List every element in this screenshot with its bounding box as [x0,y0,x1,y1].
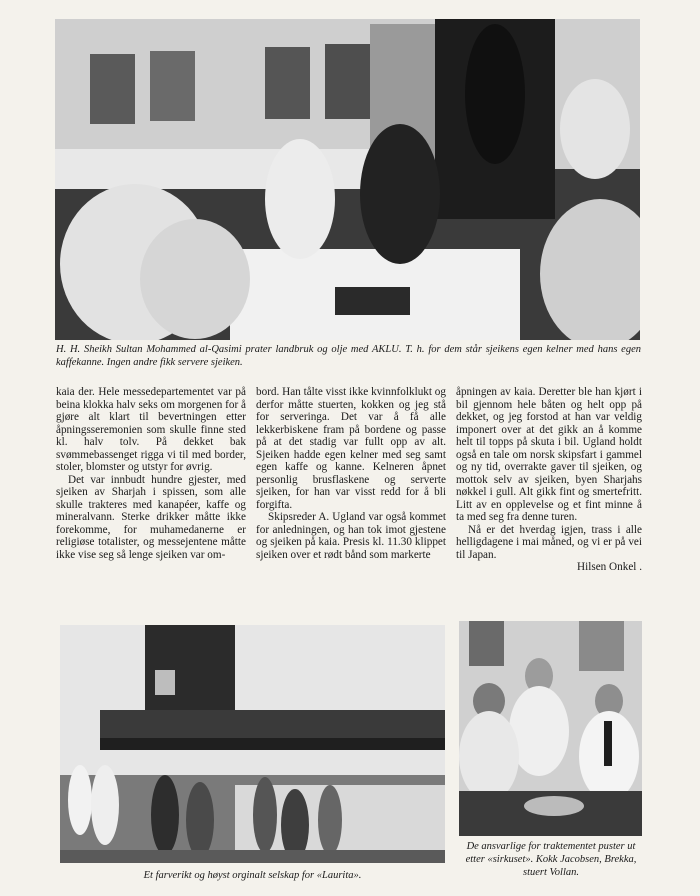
col1-paragraph-1: kaia der. Hele messedepartementet var på beina klokka halv seks om morgenen for å gjøre alt klart til bevertningen etter åpningsseremonien som skulle finne sted kl. halv tolv. På dekket bak svømmebassenget rigga vi til med border, stoler, blomster og utstyr for øvrig. [56,386,246,473]
top-photo-caption: H. H. Sheikh Sultan Mohammed al-Qasimi prater landbruk og olje med AKLU. T. h. for dem står sjeikens egen kelner med hans egen kaffekanne. Ingen andre fikk servere sjeiken. [56,344,641,368]
col2-paragraph-2: Skipsreder A. Ugland var også kommet for anledningen, og han tok imot gjestene og sjeiken på kaia. Presis kl. 11.30 klippet sjeiken over et rødt bånd som markerte [256,511,446,561]
bottom-left-photo [60,625,445,863]
bottom-right-photo [459,621,642,836]
text-column-3 [456,386,642,574]
text-column-1 [56,386,246,561]
col3-paragraph-2: Nå er det hverdag igjen, trass i alle helligdagene i mai måned, og vi er på vei til Japan. [456,523,642,561]
bottom-right-caption: De ansvarlige for traktementet puster ut etter «sirkuset». Kokk Jacobsen, Brekka, stuert Vollan. [465,841,637,878]
bottom-left-caption: Et farverikt og høyst orginalt selskap for «Laurita». [143,870,362,881]
col3-paragraph-1: åpningen av kaia. Deretter ble han kjørt i bil gjennom hele båten og helt opp på dekket, og jeg forstod at han var veldig imponert over at det gikk an å komme helt til topps på skuta i bil. Ugland holdt også en tale om norsk skipsfart i gammel og ny tid, overrakte gaver til sjeiken, og mottok selv av sjeiken, byen Sharjahs nøkkel i gull. Alt gikk fint og smertefritt. Litt av en opplevelse og et fint minne å ta med seg fra denne turen. [456,386,642,523]
col2-paragraph-1: bord. Han tålte visst ikke kvinnfolklukt og derfor måtte stuerten, kokken og jeg stå for serveringa. Det var å få alle lekkerbiskene fram på bordene og passe på at det stadig var fullt opp av alt. Sjeiken hadde egen kelner med seg samt egen kaffe og kanne. Kelneren åpnet personlig brusflaskene og serverte sjeiken, for han var visst redd for å bli forgifta. [256,386,446,511]
top-photo [55,19,640,340]
signature: Hilsen Onkel . [577,561,642,573]
text-column-2 [256,386,446,561]
col1-paragraph-2: Det var innbudt hundre gjester, med sjeiken av Sharjah i spissen, som alle skulle trakteres med kanapéer, kaffe og mineralvann. Sterke drikker måtte ikke forekomme, for muhamedanerne er religiøse totalister, og messejentene måtte ikke vise seg så lenge sjeiken var om- [56,473,246,561]
